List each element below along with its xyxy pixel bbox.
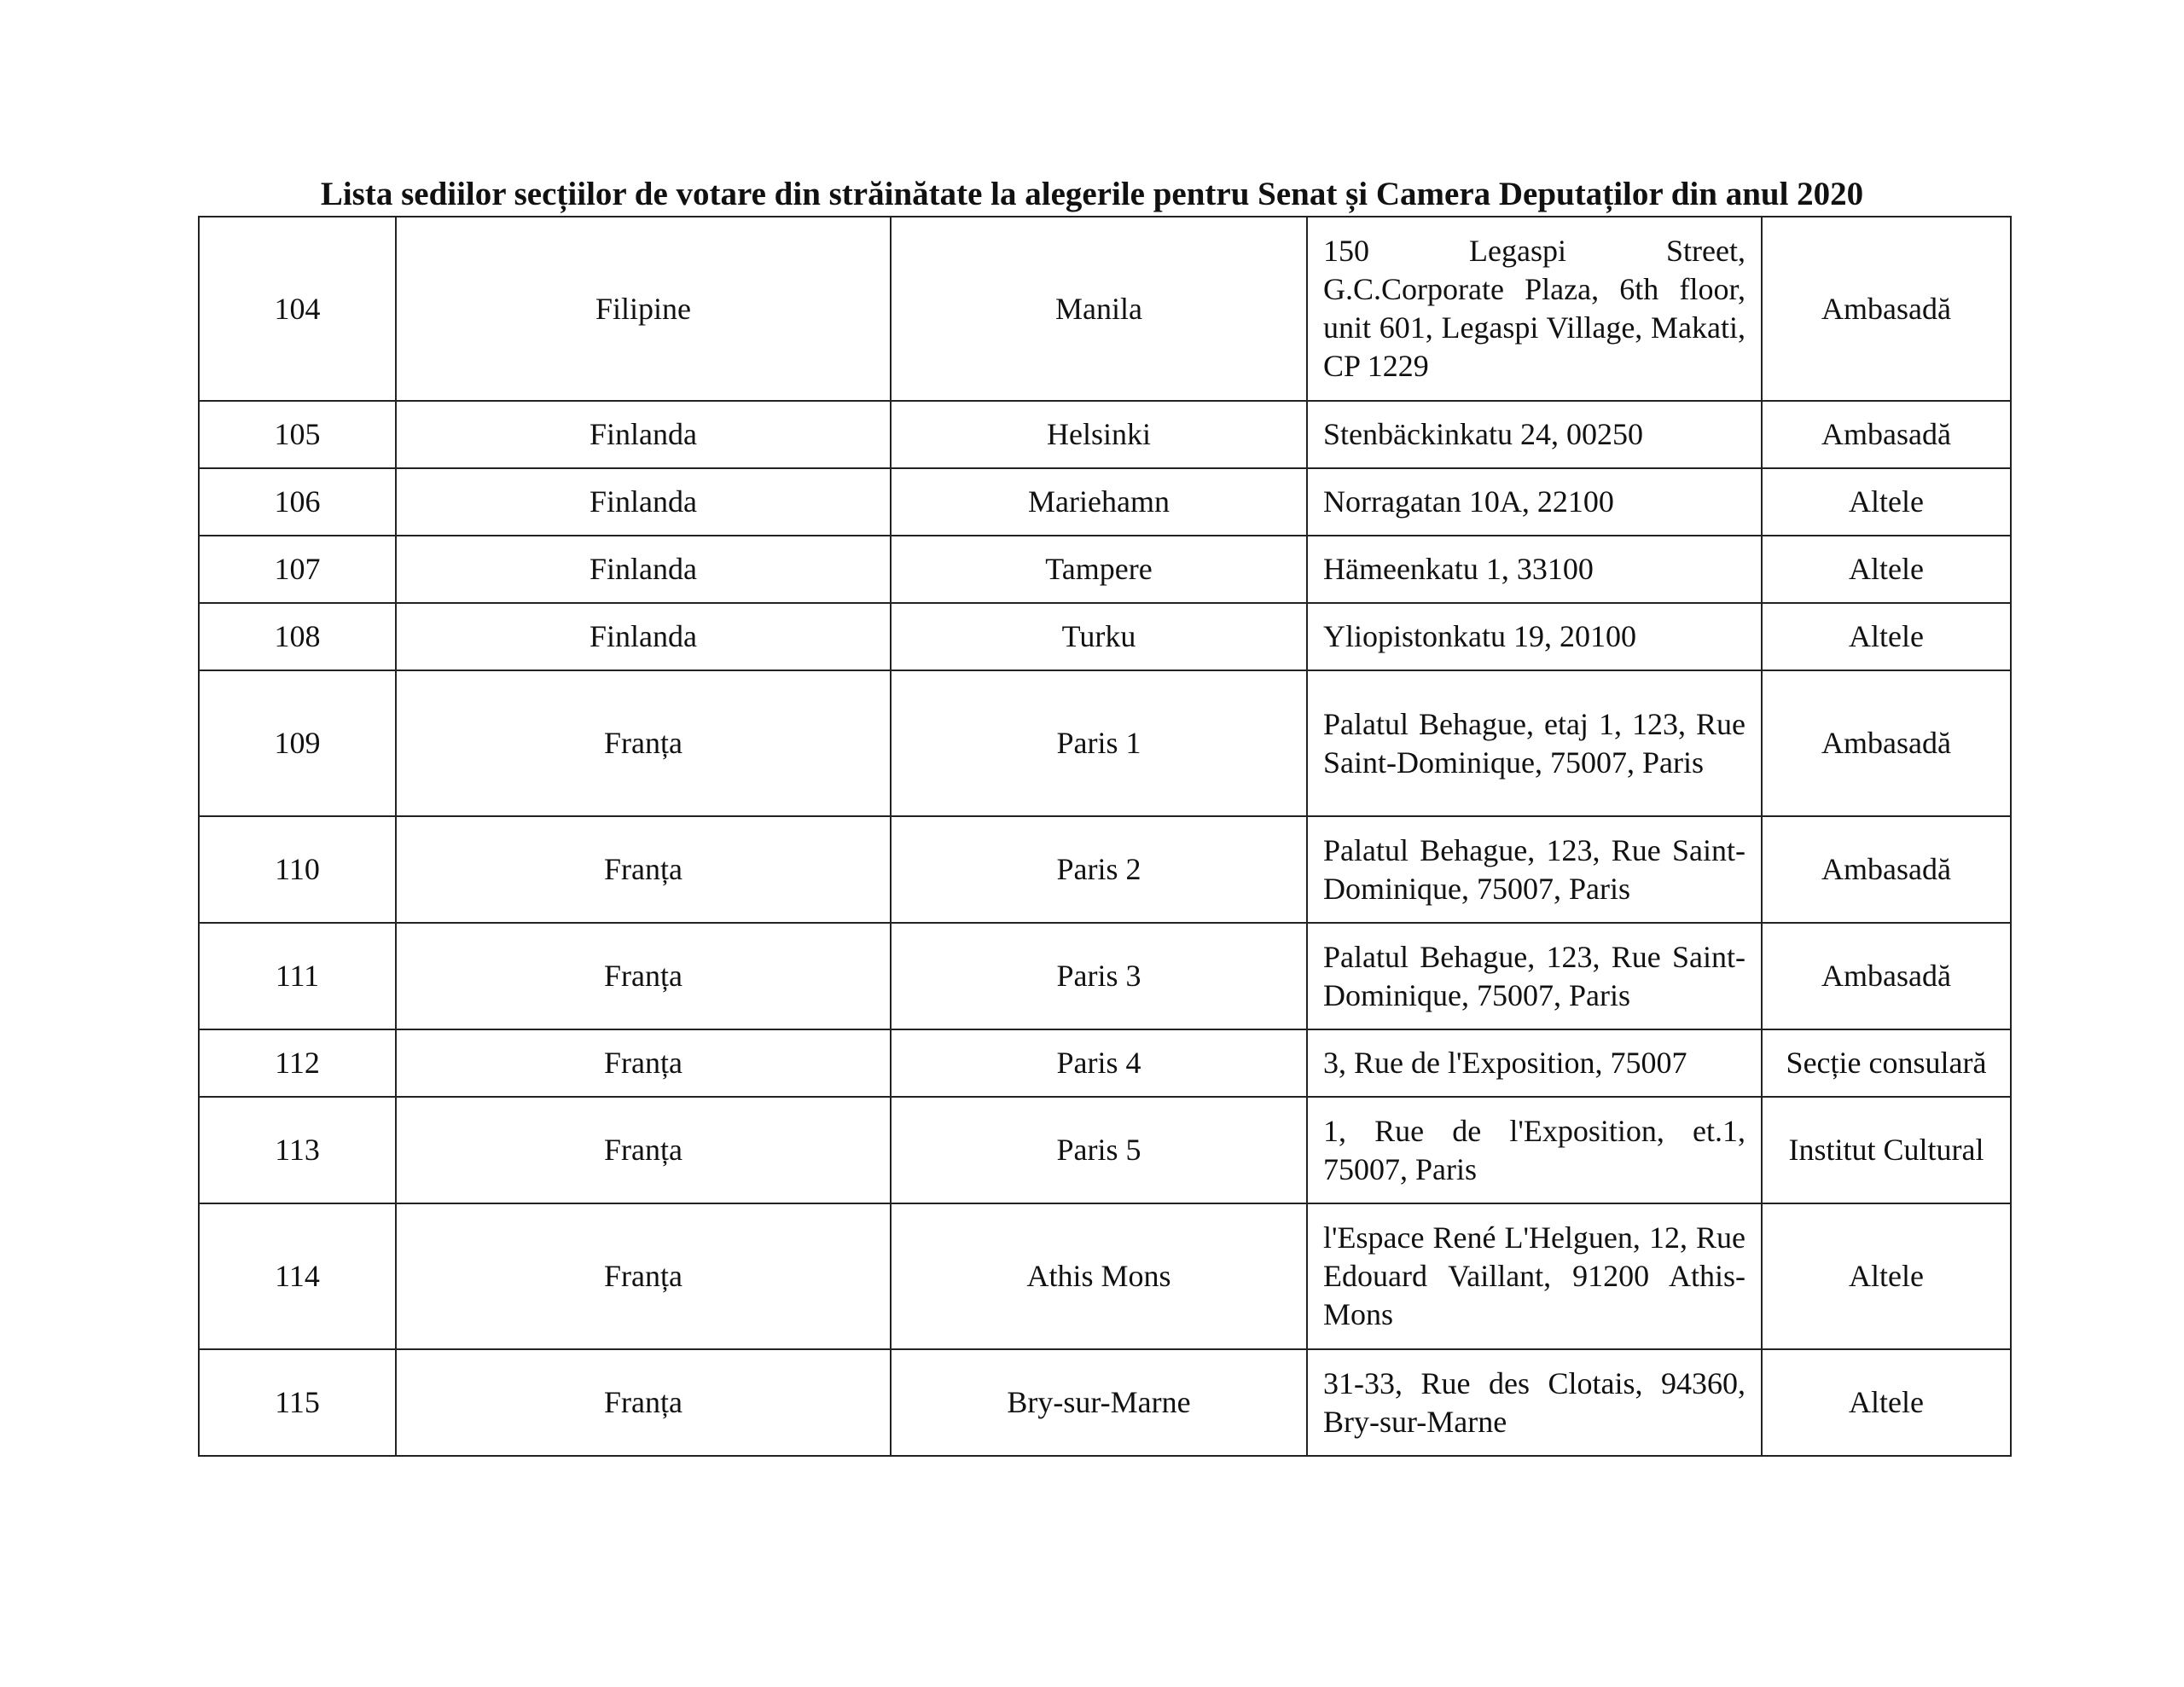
city: Paris 1 [891, 670, 1307, 816]
location-type: Ambasadă [1762, 670, 2011, 816]
city: Helsinki [891, 401, 1307, 468]
location-type: Ambasadă [1762, 217, 2011, 401]
country: Franța [396, 1349, 891, 1456]
city: Turku [891, 603, 1307, 670]
city: Tampere [891, 536, 1307, 603]
location-type: Ambasadă [1762, 401, 2011, 468]
table-row [199, 670, 2011, 816]
city: Paris 3 [891, 923, 1307, 1029]
address: Yliopistonkatu 19, 20100 [1307, 603, 1762, 670]
country: Franța [396, 1097, 891, 1203]
table-row [199, 1349, 2011, 1456]
country: Finlanda [396, 603, 891, 670]
section-number: 114 [199, 1203, 396, 1349]
address: Palatul Behague, 123, Rue Saint-Dominique, 75007, Paris [1307, 816, 1762, 923]
polling-stations-table [198, 216, 2012, 1457]
section-number: 115 [199, 1349, 396, 1456]
table-row [199, 923, 2011, 1029]
address: 31-33, Rue des Clotais, 94360, Bry-sur-Marne [1307, 1349, 1762, 1456]
country: Finlanda [396, 468, 891, 536]
city: Paris 2 [891, 816, 1307, 923]
table-row [199, 401, 2011, 468]
address: 150 Legaspi Street, G.C.Corporate Plaza, 6th floor, unit 601, Legaspi Village, Makati, CP 1229 [1307, 217, 1762, 401]
location-type: Altele [1762, 468, 2011, 536]
country: Franța [396, 670, 891, 816]
address: Hämeenkatu 1, 33100 [1307, 536, 1762, 603]
country: Finlanda [396, 536, 891, 603]
country: Franța [396, 923, 891, 1029]
address: l'Espace René L'Helguen, 12, Rue Edouard Vaillant, 91200 Athis-Mons [1307, 1203, 1762, 1349]
city: Mariehamn [891, 468, 1307, 536]
section-number: 109 [199, 670, 396, 816]
section-number: 104 [199, 217, 396, 401]
city: Athis Mons [891, 1203, 1307, 1349]
city: Manila [891, 217, 1307, 401]
section-number: 112 [199, 1029, 396, 1097]
country: Filipine [396, 217, 891, 401]
address: Palatul Behague, etaj 1, 123, Rue Saint-Dominique, 75007, Paris [1307, 670, 1762, 816]
location-type: Altele [1762, 536, 2011, 603]
city: Bry-sur-Marne [891, 1349, 1307, 1456]
section-number: 113 [199, 1097, 396, 1203]
table-row [199, 816, 2011, 923]
section-number: 105 [199, 401, 396, 468]
table-row [199, 1203, 2011, 1349]
section-number: 108 [199, 603, 396, 670]
city: Paris 5 [891, 1097, 1307, 1203]
table-row [199, 603, 2011, 670]
country: Finlanda [396, 401, 891, 468]
address: Stenbäckinkatu 24, 00250 [1307, 401, 1762, 468]
address: 3, Rue de l'Exposition, 75007 [1307, 1029, 1762, 1097]
section-number: 110 [199, 816, 396, 923]
section-number: 106 [199, 468, 396, 536]
address: Norragatan 10A, 22100 [1307, 468, 1762, 536]
section-number: 111 [199, 923, 396, 1029]
table-row [199, 468, 2011, 536]
location-type: Altele [1762, 603, 2011, 670]
page-title: Lista sediilor secțiilor de votare din străinătate la alegerile pentru Senat și Camera Deputaților din anul 2020 [320, 176, 1864, 212]
address: 1, Rue de l'Exposition, et.1, 75007, Paris [1307, 1097, 1762, 1203]
location-type: Ambasadă [1762, 923, 2011, 1029]
address: Palatul Behague, 123, Rue Saint-Dominique, 75007, Paris [1307, 923, 1762, 1029]
city: Paris 4 [891, 1029, 1307, 1097]
table-row [199, 536, 2011, 603]
location-type: Secție consulară [1762, 1029, 2011, 1097]
location-type: Altele [1762, 1203, 2011, 1349]
location-type: Ambasadă [1762, 816, 2011, 923]
table-row [199, 1097, 2011, 1203]
country: Franța [396, 1029, 891, 1097]
location-type: Institut Cultural [1762, 1097, 2011, 1203]
country: Franța [396, 816, 891, 923]
table-row [199, 217, 2011, 401]
section-number: 107 [199, 536, 396, 603]
location-type: Altele [1762, 1349, 2011, 1456]
table-row [199, 1029, 2011, 1097]
country: Franța [396, 1203, 891, 1349]
